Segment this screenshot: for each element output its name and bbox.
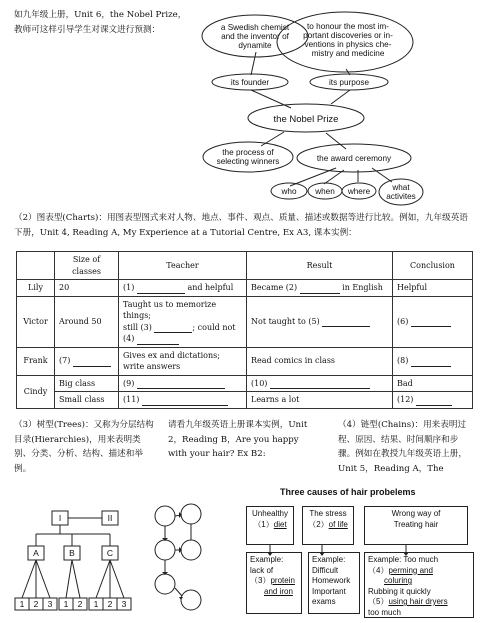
tree-diagram (10, 506, 135, 612)
purpose-desc-line4: mistry and medicine (311, 49, 385, 58)
table-header: Size of classes (55, 252, 119, 280)
tree-leaf: 3 (47, 599, 53, 609)
founder-desc-line3: dynamite (238, 41, 272, 50)
table-row (17, 392, 473, 409)
tree-leaf: 3 (121, 599, 127, 609)
blank-3[interactable] (154, 323, 192, 333)
trees-paragraph: （3）树型(Trees)：又称为分层结构目录(Hierarchies)，用来表明类别、分类、分析、结构、描述和举例。 (14, 420, 154, 474)
cell: Not taught to (5) (247, 296, 393, 347)
purpose-desc-line2: portant discoveries or in- (303, 31, 393, 40)
table-row (17, 375, 473, 392)
middle-paragraph: 请看九年级英语上册课本实例，Unit 2，Reading B，Are you happy with your hair? Ex B2: (168, 420, 308, 459)
center-topic: the Nobel Prize (273, 114, 339, 125)
comparison-table (16, 251, 473, 409)
table-header-row (17, 252, 473, 280)
blank-7[interactable] (73, 357, 111, 367)
cell: (11) (119, 392, 247, 409)
cell: Became (2) in English (247, 280, 393, 297)
process-line2: selecting winners (216, 157, 280, 166)
cell: (7) (55, 347, 119, 375)
purpose-label: its purpose (328, 78, 370, 87)
tree-node-I: I (58, 513, 62, 523)
blank-4[interactable] (137, 335, 179, 345)
cell: Bad (393, 375, 473, 392)
cell: Helpful (393, 280, 473, 297)
blank-9[interactable] (137, 379, 225, 389)
cause-unhealthy-box: Unhealthy （1）diet (246, 506, 294, 545)
table-row (17, 296, 473, 347)
blank-2[interactable] (300, 284, 340, 294)
tree-leaf: 2 (107, 599, 113, 609)
cell: Around 50 (55, 296, 119, 347)
founder-desc-line2: and the inventor of (221, 32, 289, 41)
ceremony-label: the award ceremony (316, 154, 392, 163)
tree-leaf: 1 (19, 599, 25, 609)
row-name: Cindy (17, 375, 55, 408)
tree-node-II: II (107, 513, 113, 523)
leaf-when: when (315, 187, 335, 196)
blank-11[interactable] (142, 396, 228, 406)
blank-12[interactable] (416, 396, 452, 406)
cell: (1) and helpful (119, 280, 247, 297)
cell: (9) (119, 375, 247, 392)
cell: (10) (247, 375, 393, 392)
example-stress-box: Example: Difficult Homework Important exams (308, 552, 360, 614)
tree-leaf: 2 (33, 599, 39, 609)
purpose-desc-line3: ventions in physics che- (304, 40, 392, 49)
purpose-desc-line1: to honour the most im- (307, 22, 389, 31)
blank-8[interactable] (411, 357, 451, 367)
chains-paragraph: （4）链型(Chains)：用来表明过程、原因、结果、时间顺序和步骤。例如在教授九年级英语上册，Unit 5，Reading A，The (338, 420, 467, 474)
table-header: Teacher (119, 252, 247, 280)
cell: Big class (55, 375, 119, 392)
blank-1[interactable] (137, 284, 185, 294)
nobel-mindmap (196, 4, 480, 210)
founder-desc-line1: a Swedish chemist (220, 23, 290, 32)
cell: (12) (393, 392, 473, 409)
cell: (8) (393, 347, 473, 375)
tree-leaf: 2 (77, 599, 83, 609)
cell: Gives ex and dictations; write answers (119, 347, 247, 375)
tree-node-A: A (33, 548, 39, 558)
cause-wrong-way-box: Wrong way of Treating hair (364, 506, 468, 545)
leaf-where: where (347, 187, 371, 196)
chain-circles-diagram (146, 500, 208, 616)
blank-6[interactable] (411, 317, 451, 327)
intro-paragraph: 如九年级上册，Unit 6，the Nobel Prize，教师可这样引导学生对课文进行预测： (14, 10, 187, 35)
example-diet-box: Example: lack of （3）protein and iron (246, 552, 302, 614)
table-header (17, 252, 55, 280)
founder-label: its founder (230, 78, 270, 87)
leaf-what: what (392, 183, 410, 192)
cell: Learns a lot (247, 392, 393, 409)
leaf-activites: activites (386, 192, 416, 201)
hair-title: Three causes of hair probelems (280, 487, 416, 497)
process-line1: the process of (222, 148, 274, 157)
cell: Small class (55, 392, 119, 409)
table-header: Conclusion (393, 252, 473, 280)
cell: Read comics in class (247, 347, 393, 375)
blank-5[interactable] (322, 317, 370, 327)
cell: (6) (393, 296, 473, 347)
example-treating-box: Example: Too much （4）perming and coluring Rubbing it quickly （5）using hair dryers too much (364, 552, 474, 618)
row-name: Frank (17, 347, 55, 375)
cause-stress-box: The stress （2）of life (302, 506, 354, 545)
cell: Taught us to memorize things; still (3) ; could not (4) (119, 296, 247, 347)
leaf-who: who (281, 187, 297, 196)
tree-leaf: 1 (63, 599, 69, 609)
tree-leaf: 1 (93, 599, 99, 609)
tree-node-B: B (69, 548, 75, 558)
section2-paragraph: （2）图表型(Charts)：用图表型图式来对人物、地点、事件、观点、质量、描述或数据等进行比较。例如，九年级英语下册，Unit 4, Reading A, My Experience at a Tutorial Centre, Ex A3, 课本实例： (14, 213, 468, 238)
row-name: Lily (17, 280, 55, 297)
blank-10[interactable] (270, 379, 370, 389)
cell: 20 (55, 280, 119, 297)
table-header: Result (247, 252, 393, 280)
table-row (17, 347, 473, 375)
tree-node-C: C (106, 548, 114, 558)
table-row (17, 280, 473, 297)
row-name: Victor (17, 296, 55, 347)
